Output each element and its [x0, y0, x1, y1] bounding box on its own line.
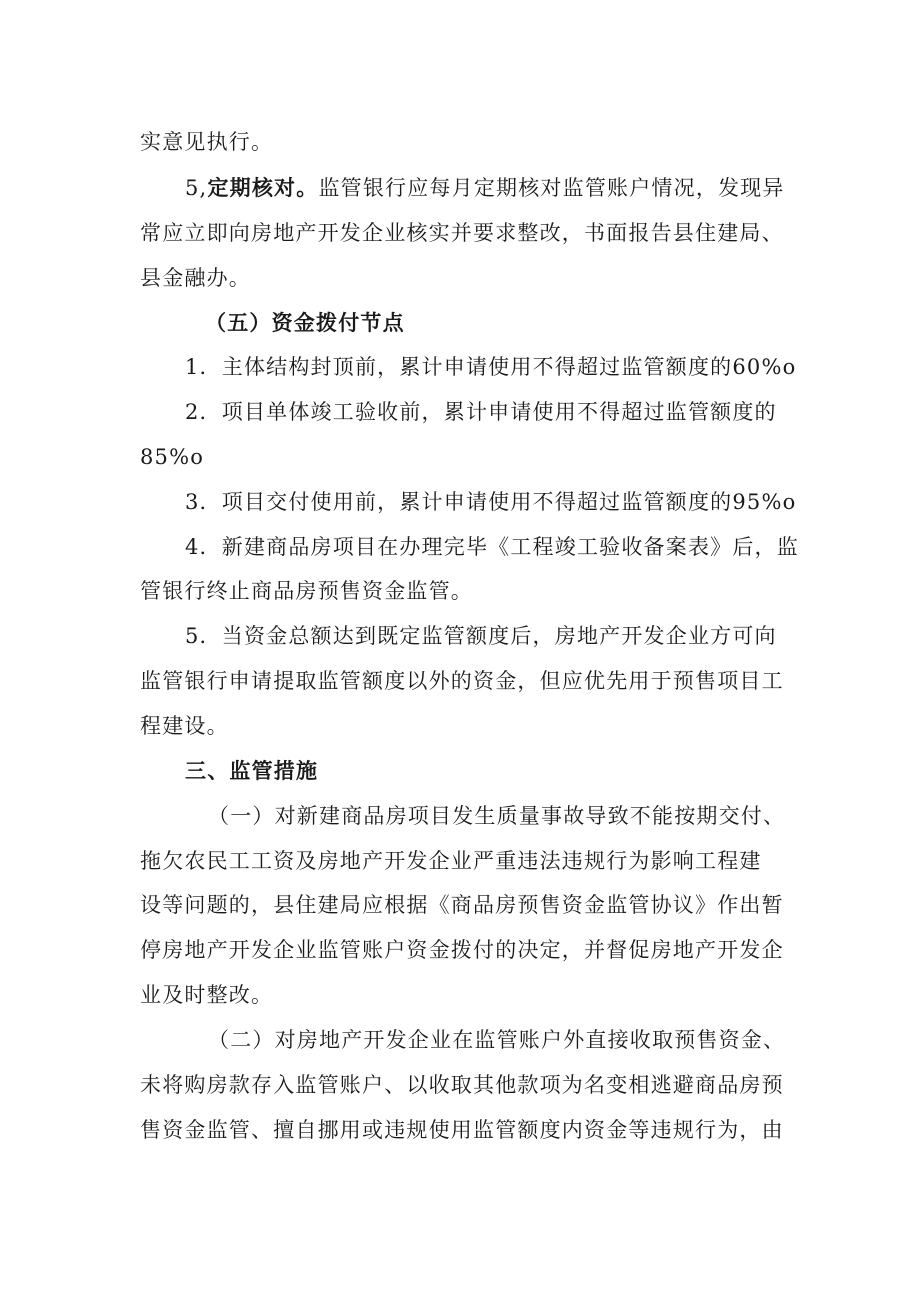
- paragraph-line: 停房地产开发企业监管账户资金拨付的决定，并督促房地产开发企: [140, 938, 784, 962]
- paragraph-line: 未将购房款存入监管账户、以收取其他款项为名变相逃避商品房预: [140, 1073, 784, 1097]
- paragraph-line: 县金融办。: [140, 266, 251, 290]
- section-heading: 三、监管措施: [185, 758, 319, 783]
- list-item: 4．新建商品房项目在办理完毕《工程竣工验收备案表》后，监: [185, 535, 799, 559]
- paragraph-line: 常应立即向房地产开发企业核实并要求整改，书面报告县住建局、: [140, 221, 784, 245]
- paragraph-line: （一）对新建商品房项目发生质量事故导致不能按期交付、: [208, 804, 786, 828]
- paragraph-line: （二）对房地产开发企业在监管账户外直接收取预售资金、: [208, 1028, 786, 1052]
- item-number: 5,: [185, 176, 208, 200]
- item-text: 监管银行应每月定期核对监管账户情况，发现异: [318, 176, 785, 200]
- paragraph-line: 拖欠农民工工资及房地产开发企业严重违法违规行为影响工程建: [140, 849, 762, 873]
- item-heading: 定期核对。: [207, 175, 319, 200]
- list-item: 5．当资金总额达到既定监管额度后，房地产开发企业方可向: [185, 624, 777, 648]
- list-item: 3．项目交付使用前，累计申请使用不得超过监管额度的95%o: [185, 490, 797, 514]
- paragraph-line: 业及时整改。: [140, 983, 274, 1007]
- paragraph-line: 85%o: [140, 445, 205, 469]
- paragraph-line: 实意见执行。: [140, 130, 274, 154]
- list-item: 1．主体结构封顶前，累计申请使用不得超过监管额度的60%o: [185, 355, 797, 379]
- paragraph-line: 设等问题的，县住建局应根据《商品房预售资金监管协议》作出暂: [140, 893, 784, 917]
- paragraph-line: 售资金监管、擅自挪用或违规使用监管额度内资金等违规行为，由: [140, 1118, 784, 1142]
- paragraph-line: 管银行终止商品房预售资金监管。: [140, 579, 473, 603]
- section-heading: （五）资金拨付节点: [205, 310, 405, 335]
- paragraph-line: [185, 174, 785, 202]
- paragraph-line: 监管银行申请提取监管额度以外的资金，但应优先用于预售项目工: [140, 669, 784, 693]
- paragraph-line: 程建设。: [140, 714, 229, 738]
- list-item: 2．项目单体竣工验收前，累计申请使用不得超过监管额度的: [185, 400, 777, 424]
